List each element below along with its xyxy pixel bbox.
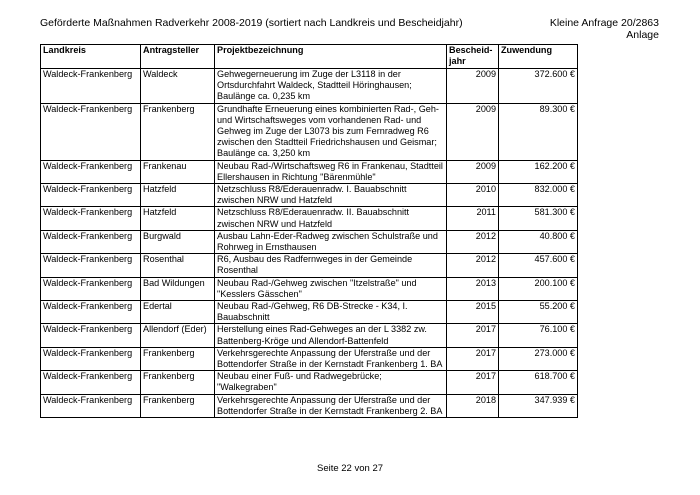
table-row — [41, 277, 578, 300]
cell-projekt: Neubau Rad-/Wirtschaftsweg R6 in Frankenau, Stadtteil Ellershausen in Richtung "Bärenmühle" — [215, 160, 447, 183]
cell-zuwendung: 76.100 € — [499, 324, 578, 347]
cell-landkreis: Waldeck-Frankenberg — [41, 347, 141, 370]
cell-projekt: Ausbau Lahn-Eder-Radweg zwischen Schulstraße und Rohrweg in Ernsthausen — [215, 230, 447, 253]
cell-antragsteller: Waldeck — [141, 69, 215, 104]
cell-zuwendung: 162.200 € — [499, 160, 578, 183]
header-antragsteller: Antragsteller — [141, 45, 215, 69]
cell-antragsteller: Hatzfeld — [141, 207, 215, 230]
table-row — [41, 324, 578, 347]
cell-zuwendung: 832.000 € — [499, 184, 578, 207]
table-row — [41, 371, 578, 394]
cell-projekt: Herstellung eines Rad-Gehweges an der L 3382 zw. Battenberg-Kröge und Allendorf-Battenfeld — [215, 324, 447, 347]
cell-antragsteller: Hatzfeld — [141, 184, 215, 207]
cell-projekt: Neubau Rad-/Gehweg zwischen "Itzelstraße" und "Kesslers Gässchen" — [215, 277, 447, 300]
cell-projekt: Neubau einer Fuß- und Radwegebrücke; "Walkegraben" — [215, 371, 447, 394]
cell-zuwendung: 457.600 € — [499, 254, 578, 277]
cell-projekt: R6, Ausbau des Radfernweges in der Gemeinde Rosenthal — [215, 254, 447, 277]
table-header-row — [41, 45, 578, 69]
cell-landkreis: Waldeck-Frankenberg — [41, 301, 141, 324]
funding-table — [40, 44, 578, 418]
cell-projekt: Netzschluss R8/Ederauenradw. I. Bauabschnitt zwischen NRW und Hatzfeld — [215, 184, 447, 207]
cell-antragsteller: Frankenberg — [141, 371, 215, 394]
cell-zuwendung: 347.939 € — [499, 394, 578, 417]
table-row — [41, 103, 578, 160]
cell-jahr: 2012 — [447, 230, 499, 253]
cell-landkreis: Waldeck-Frankenberg — [41, 324, 141, 347]
cell-jahr: 2010 — [447, 184, 499, 207]
cell-landkreis: Waldeck-Frankenberg — [41, 103, 141, 160]
table-row — [41, 69, 578, 104]
cell-jahr: 2013 — [447, 277, 499, 300]
table-row — [41, 160, 578, 183]
cell-landkreis: Waldeck-Frankenberg — [41, 207, 141, 230]
cell-projekt: Netzschluss R8/Ederauenradw. II. Bauabschnitt zwischen NRW und Hatzfeld — [215, 207, 447, 230]
cell-jahr: 2009 — [447, 103, 499, 160]
cell-jahr: 2009 — [447, 160, 499, 183]
cell-projekt: Grundhafte Erneuerung eines kombinierten Rad-, Geh- und Wirtschaftsweges vom vorhandenen Rad- und Gehweg im Zuge der L3073 bis zum Fernradweg R6 zwischen den Stadtteil Friedrichshausen und Geismar; Baulänge ca. 3,250 km — [215, 103, 447, 160]
table-row — [41, 230, 578, 253]
table-row — [41, 207, 578, 230]
cell-antragsteller: Frankenberg — [141, 347, 215, 370]
cell-zuwendung: 618.700 € — [499, 371, 578, 394]
cell-landkreis: Waldeck-Frankenberg — [41, 230, 141, 253]
cell-projekt: Verkehrsgerechte Anpassung der Uferstraße und der Bottendorfer Straße in der Kernstadt Frankenberg 1. BA — [215, 347, 447, 370]
cell-jahr: 2017 — [447, 371, 499, 394]
table-row — [41, 394, 578, 417]
cell-antragsteller: Frankenau — [141, 160, 215, 183]
document-title: Geförderte Maßnahmen Radverkehr 2008-2019 (sortiert nach Landkreis und Bescheidjahr) — [40, 17, 463, 29]
cell-landkreis: Waldeck-Frankenberg — [41, 254, 141, 277]
cell-zuwendung: 273.000 € — [499, 347, 578, 370]
cell-zuwendung: 200.100 € — [499, 277, 578, 300]
cell-projekt: Neubau Rad-/Gehweg, R6 DB-Strecke - K34, I. Bauabschnitt — [215, 301, 447, 324]
header-zuwendung: Zuwendung — [499, 45, 578, 69]
cell-jahr: 2009 — [447, 69, 499, 104]
cell-antragsteller: Edertal — [141, 301, 215, 324]
cell-landkreis: Waldeck-Frankenberg — [41, 371, 141, 394]
cell-jahr: 2011 — [447, 207, 499, 230]
cell-zuwendung: 89.300 € — [499, 103, 578, 160]
cell-antragsteller: Frankenberg — [141, 103, 215, 160]
cell-antragsteller: Allendorf (Eder) — [141, 324, 215, 347]
reference-number: Kleine Anfrage 20/2863 — [549, 17, 659, 29]
header-bescheidjahr: Bescheid-jahr — [447, 45, 499, 69]
cell-zuwendung: 372.600 € — [499, 69, 578, 104]
table-row — [41, 184, 578, 207]
cell-jahr: 2018 — [447, 394, 499, 417]
cell-landkreis: Waldeck-Frankenberg — [41, 184, 141, 207]
cell-landkreis: Waldeck-Frankenberg — [41, 69, 141, 104]
cell-antragsteller: Burgwald — [141, 230, 215, 253]
cell-jahr: 2017 — [447, 347, 499, 370]
cell-jahr: 2012 — [447, 254, 499, 277]
page-number: Seite 22 von 27 — [316, 463, 384, 474]
header-projektbezeichnung: Projektbezeichnung — [215, 45, 447, 69]
table-row — [41, 301, 578, 324]
cell-jahr: 2017 — [447, 324, 499, 347]
table-row — [41, 254, 578, 277]
table-row — [41, 347, 578, 370]
cell-projekt: Verkehrsgerechte Anpassung der Uferstraße und der Bottendorfer Straße in der Kernstadt Frankenberg 2. BA — [215, 394, 447, 417]
cell-antragsteller: Frankenberg — [141, 394, 215, 417]
cell-antragsteller: Rosenthal — [141, 254, 215, 277]
cell-landkreis: Waldeck-Frankenberg — [41, 394, 141, 417]
cell-landkreis: Waldeck-Frankenberg — [41, 277, 141, 300]
cell-zuwendung: 40.800 € — [499, 230, 578, 253]
cell-zuwendung: 55.200 € — [499, 301, 578, 324]
cell-landkreis: Waldeck-Frankenberg — [41, 160, 141, 183]
cell-zuwendung: 581.300 € — [499, 207, 578, 230]
header-landkreis: Landkreis — [41, 45, 141, 69]
attachment-label: Anlage — [626, 29, 659, 41]
cell-jahr: 2015 — [447, 301, 499, 324]
reference-block — [550, 17, 659, 41]
cell-antragsteller: Bad Wildungen — [141, 277, 215, 300]
cell-projekt: Gehwegerneuerung im Zuge der L3118 in der Ortsdurchfahrt Waldeck, Stadtteil Höringhausen; Baulänge ca. 0,235 km — [215, 69, 447, 104]
